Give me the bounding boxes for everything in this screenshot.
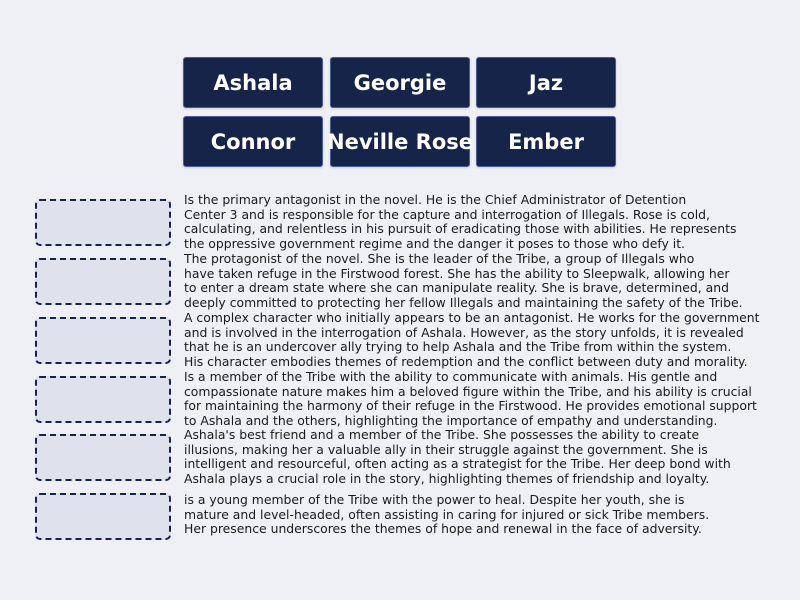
description-6: is a young member of the Tribe with the power to heal. Despite her youth, she is mature and level-headed, often assisting in caring for injured or sick Tribe members. Her presence underscores the themes of hope and renewal in the face of adversity. [184,492,710,537]
tile-neville-rose[interactable]: Neville Rose [330,116,470,167]
tile-ashala[interactable]: Ashala [183,57,323,108]
description-1: Is the primary antagonist in the novel. He is the Chief Administrator of Detention Center 3 and is responsible for the capture and interrogation of Illegals. Rose is cold, calculating, and relentless in his pursuit of eradicating those with abilities. He represents the oppressive government regime and the danger it poses to those who defy it. [184,192,737,251]
description-3: A complex character who initially appears to be an antagonist. He works for the government and is involved in the interrogation of Ashala. However, as the story unfolds, it is revealed that he is an undercover ally trying to help Ashala and the Tribe from within the system. His character embodies themes of redemption and the conflict between duty and morality. [184,310,760,369]
tile-jaz[interactable]: Jaz [476,57,616,108]
name-tiles-bank [183,57,617,168]
description-5: Ashala's best friend and a member of the Tribe. She possesses the ability to create illusions, making her a valuable ally in their struggle against the government. She is intelligent and resourceful, often acting as a strategist for the Tribe. Her deep bond with Ashala plays a crucial role in the story, highlighting themes of friendship and loyalty. [184,427,731,486]
tile-georgie[interactable]: Georgie [330,57,470,108]
drop-zone-6[interactable] [35,493,171,540]
tile-ember[interactable]: Ember [476,116,616,167]
drop-zone-3[interactable] [35,317,171,364]
tile-connor[interactable]: Connor [183,116,323,167]
description-2: The protagonist of the novel. She is the leader of the Tribe, a group of Illegals who have taken refuge in the Firstwood forest. She has the ability to Sleepwalk, allowing her to enter a dream state where she can manipulate reality. She is brave, determined, and deeply committed to protecting her fellow Illegals and maintaining the safety of the Tribe. [184,251,743,310]
drop-zone-5[interactable] [35,434,171,481]
description-4: Is a member of the Tribe with the ability to communicate with animals. His gentle and compassionate nature makes him a beloved figure within the Tribe, and his ability is crucial for maintaining the harmony of their refuge in the Firstwood. He provides emotional support to Ashala and the others, highlighting the importance of empathy and understanding. [184,369,757,428]
drop-zone-4[interactable] [35,376,171,423]
drop-zone-2[interactable] [35,258,171,305]
drop-zone-1[interactable] [35,199,171,246]
